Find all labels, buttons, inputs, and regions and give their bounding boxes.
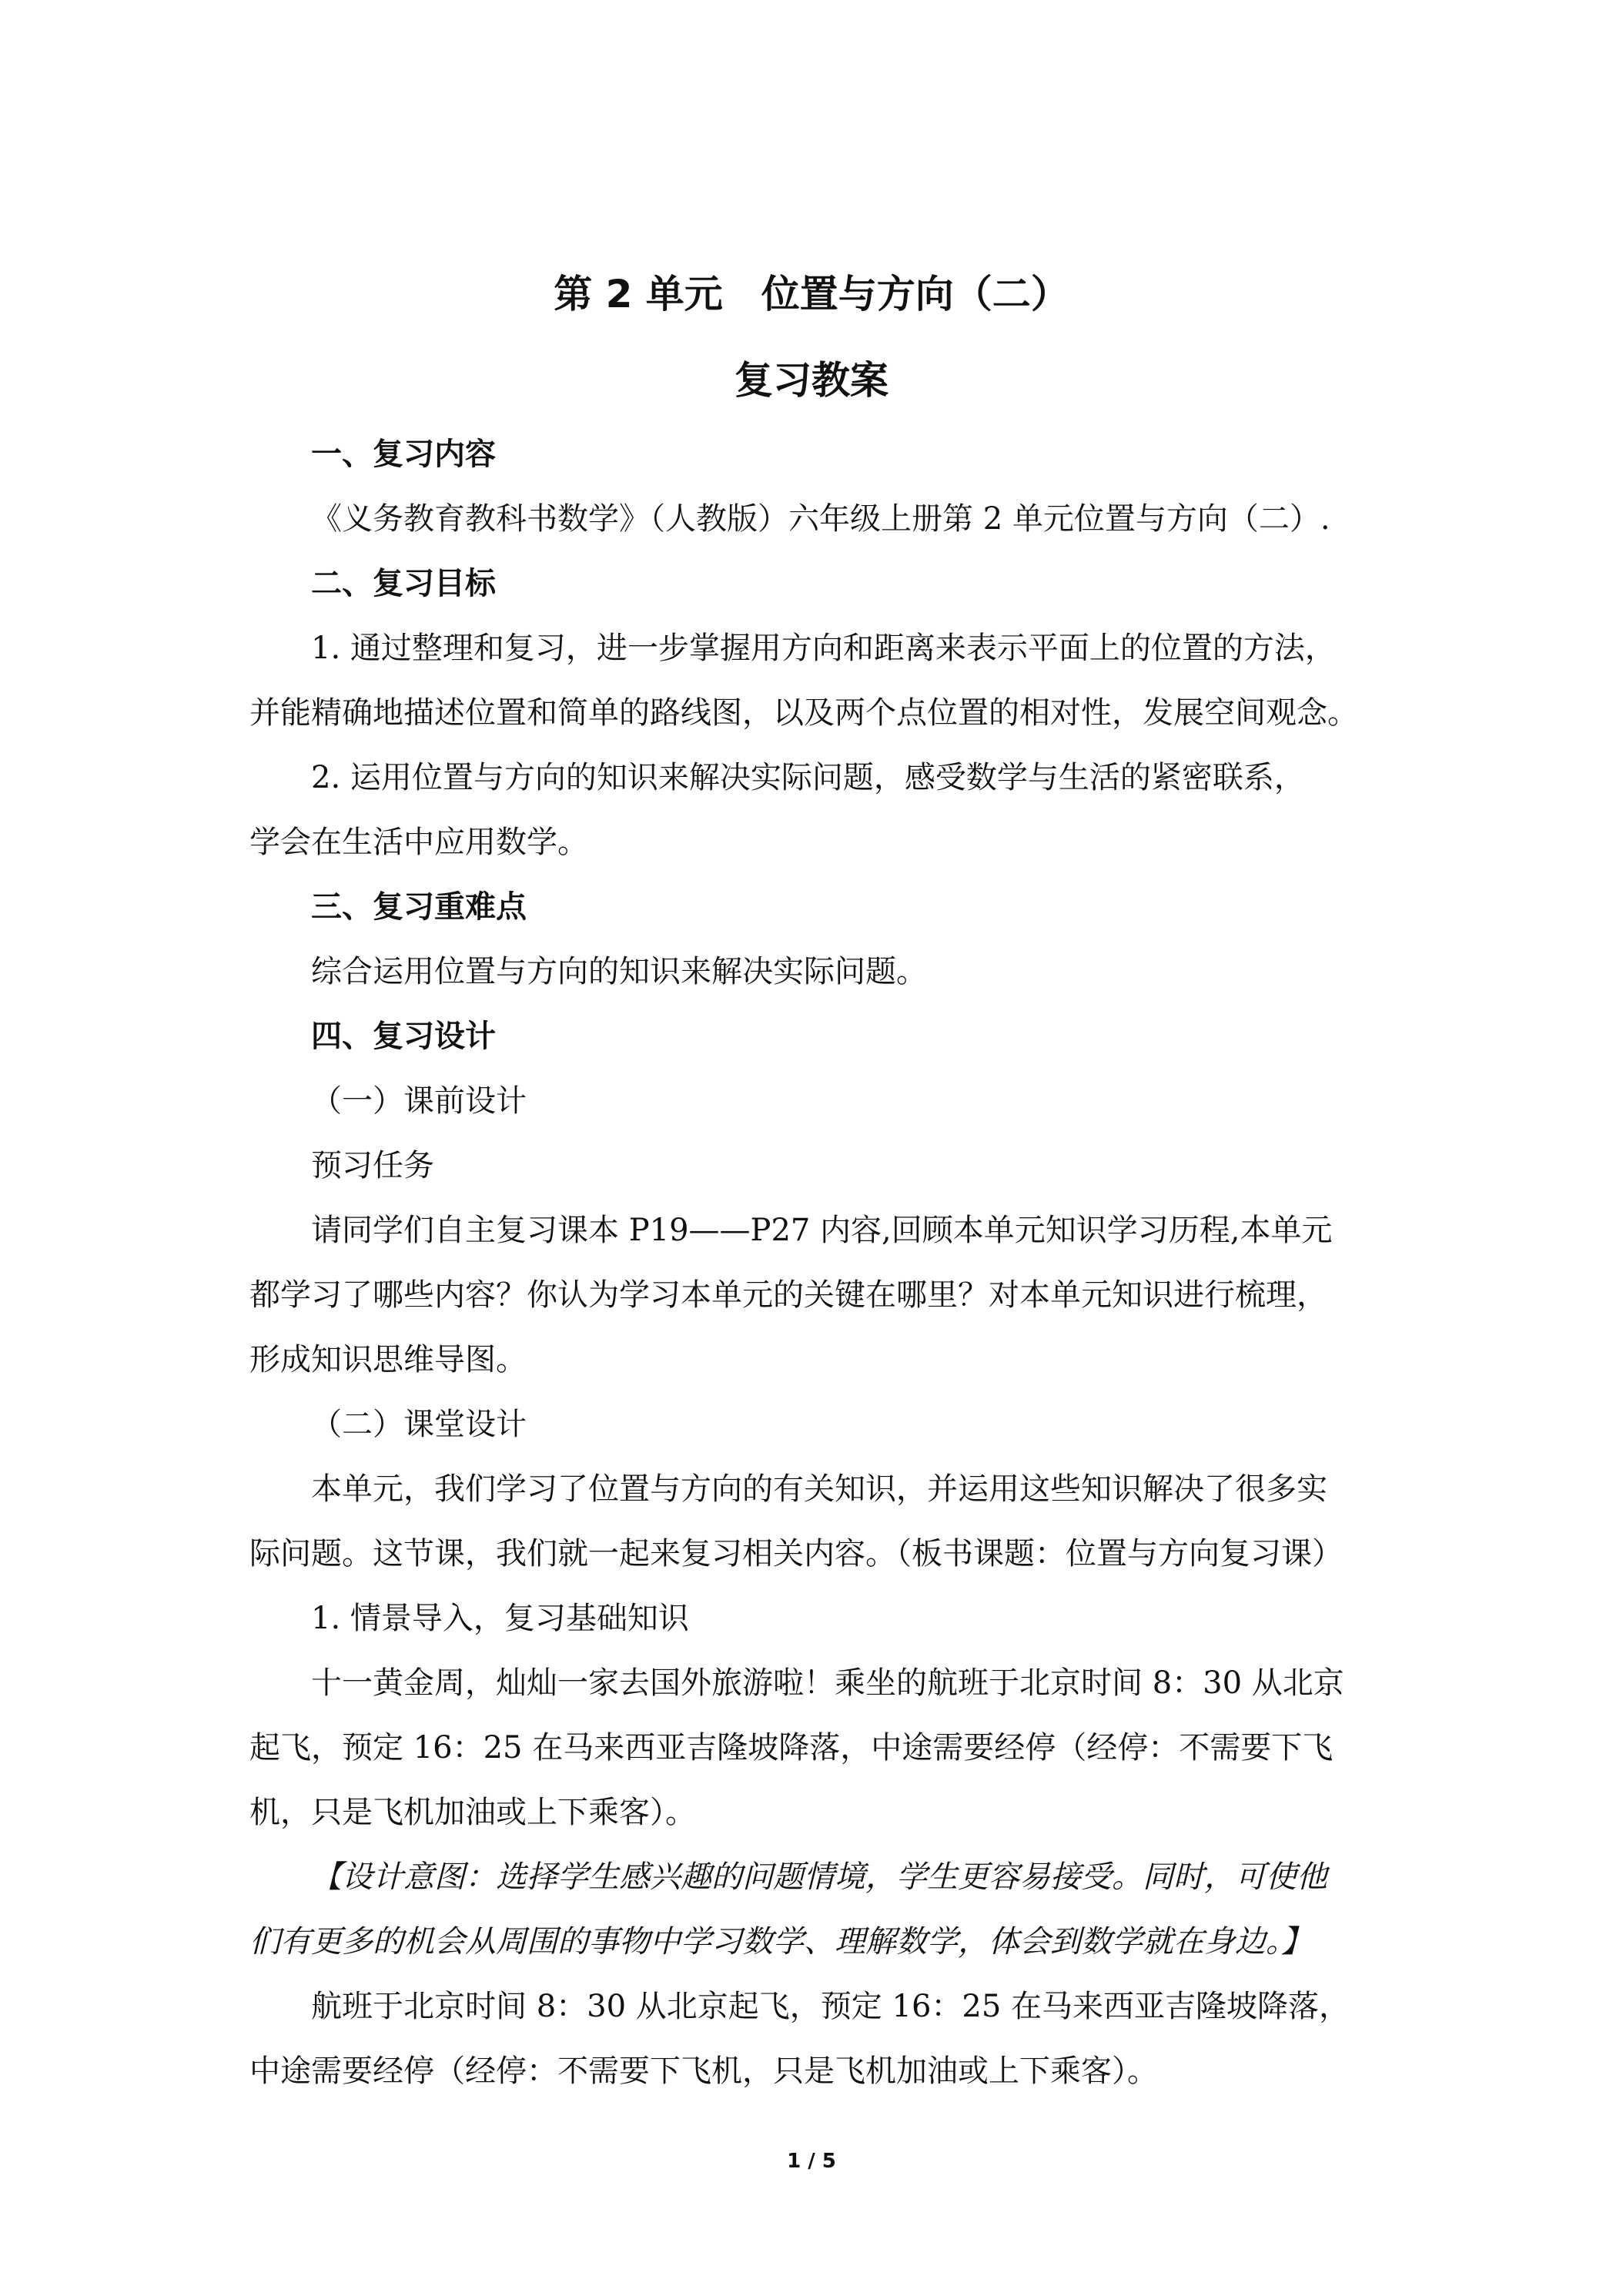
subsection-pre-class: （一）课前设计 bbox=[311, 1083, 527, 1119]
preview-task-line-1: 请同学们自主复习课本 P19——P27 内容,回顾本单元知识学习历程,本单元 bbox=[311, 1213, 1333, 1248]
key-points-text: 综合运用位置与方向的知识来解决实际问题。 bbox=[311, 954, 927, 989]
review-content-text: 《义务教育教科书数学》（人教版）六年级上册第 2 单元位置与方向（二）. bbox=[311, 501, 1330, 537]
flight-line-2: 中途需要经停（经停：不需要下飞机，只是飞机加油或上下乘客）。 bbox=[249, 2053, 1158, 2089]
story-line-3: 机，只是飞机加油或上下乘客）。 bbox=[249, 1795, 696, 1830]
section-heading-key-points: 三、复习重难点 bbox=[311, 889, 527, 925]
document-subtitle: 复习教案 bbox=[735, 358, 888, 403]
unit-number: 第 2 单元 bbox=[554, 272, 723, 316]
goal-1-line-2: 并能精确地描述位置和简单的路线图，以及两个点位置的相对性，发展空间观念。 bbox=[249, 695, 1358, 731]
in-class-line-2: 际问题。这节课，我们就一起来复习相关内容。（板书课题：位置与方向复习课） bbox=[249, 1536, 1343, 1571]
unit-title bbox=[0, 271, 1623, 317]
design-intent-line-2: 们有更多的机会从周围的事物中学习数学、理解数学，体会到数学就在身边。】 bbox=[249, 1924, 1312, 1960]
preview-task-line-3: 形成知识思维导图。 bbox=[249, 1342, 527, 1377]
section-heading-review-content: 一、复习内容 bbox=[311, 437, 496, 472]
story-line-1: 十一黄金周，灿灿一家去国外旅游啦！乘坐的航班于北京时间 8：30 从北京 bbox=[311, 1665, 1344, 1701]
preview-task-label: 预习任务 bbox=[311, 1148, 434, 1183]
page-number: 1 / 5 bbox=[787, 2150, 836, 2173]
section-heading-review-design: 四、复习设计 bbox=[311, 1019, 496, 1054]
in-class-line-1: 本单元，我们学习了位置与方向的有关知识，并运用这些知识解决了很多实 bbox=[311, 1471, 1327, 1507]
story-line-2: 起飞，预定 16：25 在马来西亚吉隆坡降落，中途需要经停（经停：不需要下飞 bbox=[249, 1730, 1334, 1766]
goal-2-line-2: 学会在生活中应用数学。 bbox=[249, 825, 588, 860]
unit-topic: 位置与方向（二） bbox=[761, 272, 1069, 316]
goal-2-line-1: 2. 运用位置与方向的知识来解决实际问题，感受数学与生活的紧密联系， bbox=[311, 760, 1305, 795]
section-heading-review-goals: 二、复习目标 bbox=[311, 566, 496, 601]
preview-task-line-2: 都学习了哪些内容？你认为学习本单元的关键在哪里？对本单元知识进行梳理， bbox=[249, 1277, 1327, 1313]
subsection-in-class: （二）课堂设计 bbox=[311, 1407, 527, 1442]
flight-line-1: 航班于北京时间 8：30 从北京起飞，预定 16：25 在马来西亚吉隆坡降落， bbox=[311, 1989, 1350, 2024]
step-1-heading: 1. 情景导入，复习基础知识 bbox=[311, 1601, 689, 1636]
design-intent-line-1: 【设计意图：选择学生感兴趣的问题情境，学生更容易接受。同时，可使他 bbox=[311, 1859, 1327, 1895]
goal-1-line-1: 1. 通过整理和复习，进一步掌握用方向和距离来表示平面上的位置的方法， bbox=[311, 631, 1336, 666]
